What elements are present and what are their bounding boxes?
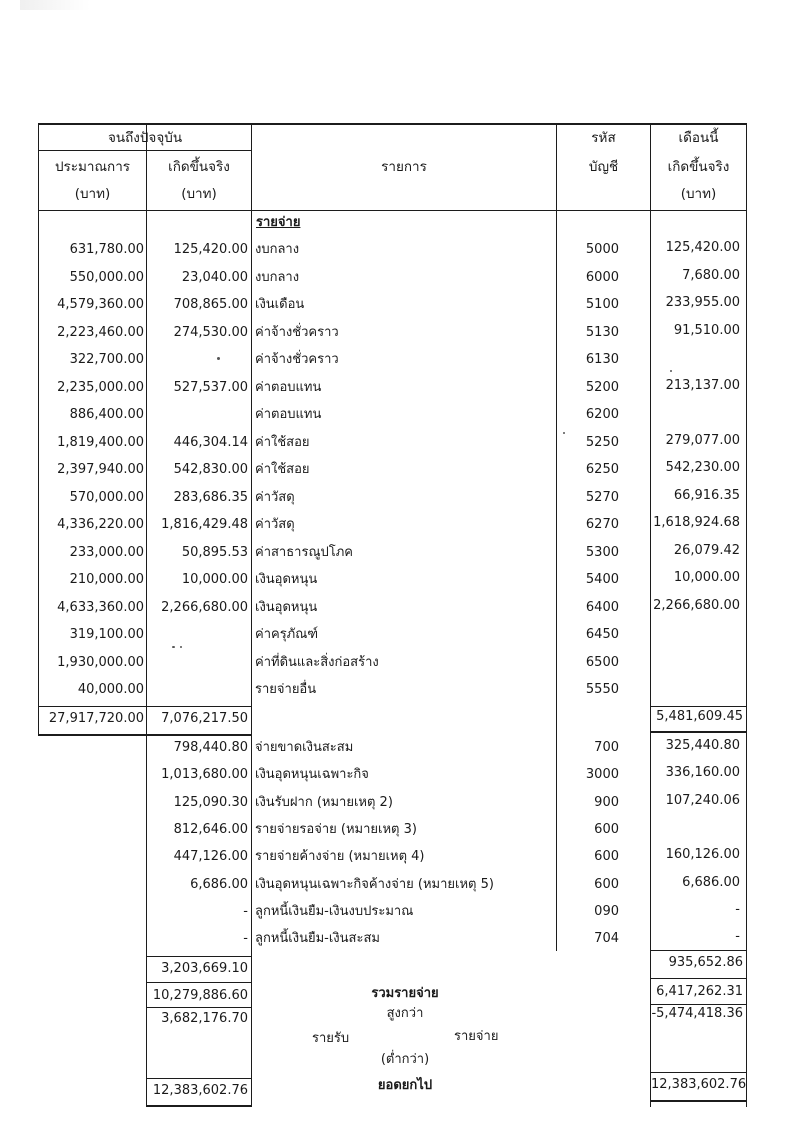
row-actual: 10,000.00	[181, 572, 248, 587]
header-month-unit: (บาท)	[680, 186, 717, 202]
row-item: เงินอุดหนุน	[255, 599, 318, 615]
header-month-label: เดือนนี้	[678, 130, 719, 146]
row-actual: -	[243, 931, 248, 947]
row-estimate: 40,000.00	[77, 682, 144, 697]
row-code: 6250	[585, 462, 619, 477]
row-month: 2,266,680.00	[653, 597, 740, 613]
row-actual: 798,440.80	[173, 740, 248, 755]
row-item: งบกลาง	[255, 269, 300, 285]
row-item: ค่าครุภัณฑ์	[255, 627, 319, 642]
row-actual: 1,013,680.00	[161, 767, 248, 783]
summary-carry-month: 12,383,602.76	[651, 1077, 747, 1092]
row-item: เงินอุดหนุนเฉพาะกิจค้างจ่าย (หมายเหตุ 5)	[255, 876, 494, 892]
row-month: 6,686.00	[682, 874, 740, 890]
scan-speck	[172, 646, 175, 648]
row-code: 090	[594, 903, 619, 919]
row-actual: 274,530.00	[173, 324, 248, 340]
row-month: 325,440.80	[665, 738, 740, 753]
row-code: 600	[594, 821, 619, 837]
row-month: 66,916.35	[673, 487, 740, 503]
row-estimate: 631,780.00	[69, 242, 144, 257]
row-estimate: 2,223,460.00	[57, 324, 144, 340]
row-estimate: 1,930,000.00	[57, 654, 144, 670]
row-actual: 125,420.00	[173, 242, 248, 257]
row-estimate: 322,700.00	[69, 352, 144, 367]
row-code: 704	[594, 931, 619, 947]
row-code: 6270	[585, 517, 619, 532]
other-total-actual: 3,203,669.10	[161, 961, 248, 976]
scan-speck	[180, 646, 182, 648]
row-item: เงินอุดหนุนเฉพาะกิจ	[255, 767, 369, 783]
row-month: 7,680.00	[682, 267, 740, 283]
row-actual: -	[243, 903, 248, 919]
row-code: 5250	[585, 434, 619, 450]
row-code: 700	[594, 740, 619, 755]
header-estimate-label: ประมาณการ	[54, 159, 131, 175]
header-estimate-unit: (บาท)	[74, 186, 111, 202]
row-item: ค่าจ้างชั่วคราว	[255, 324, 339, 340]
row-actual: 447,126.00	[173, 849, 248, 865]
header-code-label-1: รหัส	[591, 130, 616, 146]
row-item: ค่าใช้สอย	[255, 462, 310, 477]
row-estimate: 1,819,400.00	[57, 434, 144, 450]
summary-diff-actual: 3,682,176.70	[161, 1011, 248, 1026]
scan-smudge	[20, 0, 90, 10]
header-code-label-2: บัญชี	[588, 159, 619, 175]
summary-total-label: รวมรายจ่าย	[371, 986, 439, 1001]
row-month: 91,510.00	[673, 322, 740, 338]
row-item: ค่าวัสดุ	[255, 489, 295, 505]
row-month: 1,618,924.68	[653, 515, 740, 530]
row-actual: 283,686.35	[173, 489, 248, 505]
row-actual: 125,090.30	[173, 794, 248, 810]
row-code: 6130	[585, 352, 619, 367]
row-actual: 6,686.00	[190, 876, 248, 892]
row-month: 542,230.00	[665, 460, 740, 475]
row-actual: 708,865.00	[173, 297, 248, 312]
row-month: 10,000.00	[673, 570, 740, 585]
row-code: 6000	[585, 269, 619, 285]
row-code: 5000	[585, 242, 619, 257]
row-estimate: 4,336,220.00	[57, 517, 144, 532]
summary-income-label: รายรับ	[312, 1031, 350, 1046]
header-item-label: รายการ	[381, 159, 427, 175]
row-item: เงินอุดหนุน	[255, 572, 318, 587]
summary-carry-label: ยอดยกไป	[377, 1078, 433, 1093]
row-item: รายจ่ายค้างจ่าย (หมายเหตุ 4)	[255, 849, 425, 865]
row-actual: 1,816,429.48	[161, 517, 248, 532]
expense-total-estimate: 27,917,720.00	[48, 711, 144, 726]
row-code: 5400	[585, 572, 619, 587]
row-estimate: 210,000.00	[69, 572, 144, 587]
summary-carry-actual: 12,383,602.76	[152, 1083, 248, 1098]
row-actual: 2,266,680.00	[161, 599, 248, 615]
row-code: 6500	[585, 654, 619, 670]
row-code: 5100	[585, 297, 619, 312]
row-actual: 542,830.00	[173, 462, 248, 477]
row-estimate: 233,000.00	[69, 544, 144, 560]
row-code: 6200	[585, 407, 619, 422]
row-code: 3000	[585, 767, 619, 783]
row-code: 600	[594, 876, 619, 892]
row-item: ค่าสาธารณูปโภค	[255, 544, 354, 560]
row-actual: 527,537.00	[173, 379, 248, 395]
row-estimate: 2,397,940.00	[57, 462, 144, 477]
row-estimate: 319,100.00	[69, 627, 144, 642]
row-month: 125,420.00	[665, 240, 740, 255]
header-actual-label: เกิดขึ้นจริง	[168, 159, 230, 175]
row-month: 233,955.00	[665, 295, 740, 310]
row-estimate: 886,400.00	[69, 407, 144, 422]
row-code: 900	[594, 794, 619, 810]
row-code: 5200	[585, 379, 619, 395]
row-item: ค่าตอบแทน	[255, 407, 322, 422]
header-actual-unit: (บาท)	[181, 186, 217, 202]
row-month: 213,137.00	[665, 377, 740, 393]
summary-total-actual: 10,279,886.60	[152, 988, 248, 1003]
expense-total-actual: 7,076,217.50	[161, 711, 248, 726]
row-item: ค่าใช้สอย	[255, 434, 310, 450]
row-month: -	[735, 901, 740, 917]
row-month: -	[735, 929, 740, 945]
row-month: 160,126.00	[665, 847, 740, 863]
row-item: ค่าตอบแทน	[255, 379, 322, 395]
header-group-label: จนถึงปัจจุบัน	[107, 130, 183, 146]
row-actual: 812,646.00	[173, 821, 248, 837]
summary-diff-month: -5,474,418.36	[651, 1006, 743, 1021]
row-estimate: 570,000.00	[69, 489, 144, 505]
row-item: ค่าที่ดินและสิ่งก่อสร้าง	[255, 654, 379, 670]
summary-expense-label: รายจ่าย	[454, 1029, 499, 1044]
row-item: ลูกหนี้เงินยืม-เงินสะสม	[255, 931, 380, 947]
scan-speck	[217, 357, 220, 360]
section-title-expense: รายจ่าย	[256, 215, 301, 230]
row-estimate: 4,633,360.00	[57, 599, 144, 615]
row-item: รายจ่ายอื่น	[255, 682, 317, 697]
row-item: งบกลาง	[255, 242, 300, 257]
row-item: ลูกหนี้เงินยืม-เงินงบประมาณ	[255, 903, 414, 919]
row-item: ค่าวัสดุ	[255, 517, 295, 532]
summary-higher-label: สูงกว่า	[386, 1006, 424, 1021]
row-code: 5550	[585, 682, 619, 697]
row-actual: 446,304.14	[173, 434, 248, 450]
row-month: 279,077.00	[665, 432, 740, 448]
row-month: 26,079.42	[673, 542, 740, 558]
row-item: จ่ายขาดเงินสะสม	[255, 740, 354, 755]
row-estimate: 4,579,360.00	[57, 297, 144, 312]
summary-lower-label: (ต่ำกว่า)	[380, 1052, 430, 1067]
row-code: 5270	[585, 489, 619, 505]
expense-total-month: 5,481,609.45	[656, 709, 743, 724]
row-code: 6450	[585, 627, 619, 642]
row-item: รายจ่ายรอจ่าย (หมายเหตุ 3)	[255, 821, 417, 837]
row-code: 5300	[585, 544, 619, 560]
other-total-month: 935,652.86	[668, 955, 743, 970]
row-month: 336,160.00	[665, 765, 740, 781]
row-item: เงินรับฝาก (หมายเหตุ 2)	[255, 794, 393, 810]
row-item: ค่าจ้างชั่วคราว	[255, 352, 339, 367]
row-actual: 50,895.53	[181, 544, 248, 560]
row-code: 600	[594, 849, 619, 865]
row-month: 107,240.06	[665, 792, 740, 808]
row-code: 6400	[585, 599, 619, 615]
row-estimate: 2,235,000.00	[57, 379, 144, 395]
row-item: เงินเดือน	[255, 297, 305, 312]
row-estimate: 550,000.00	[69, 269, 144, 285]
scan-speck	[670, 370, 672, 372]
row-actual: 23,040.00	[181, 269, 248, 285]
row-code: 5130	[585, 324, 619, 340]
summary-total-month: 6,417,262.31	[656, 984, 743, 999]
scan-speck	[563, 432, 565, 434]
header-month-actual-label: เกิดขึ้นจริง	[667, 159, 730, 175]
